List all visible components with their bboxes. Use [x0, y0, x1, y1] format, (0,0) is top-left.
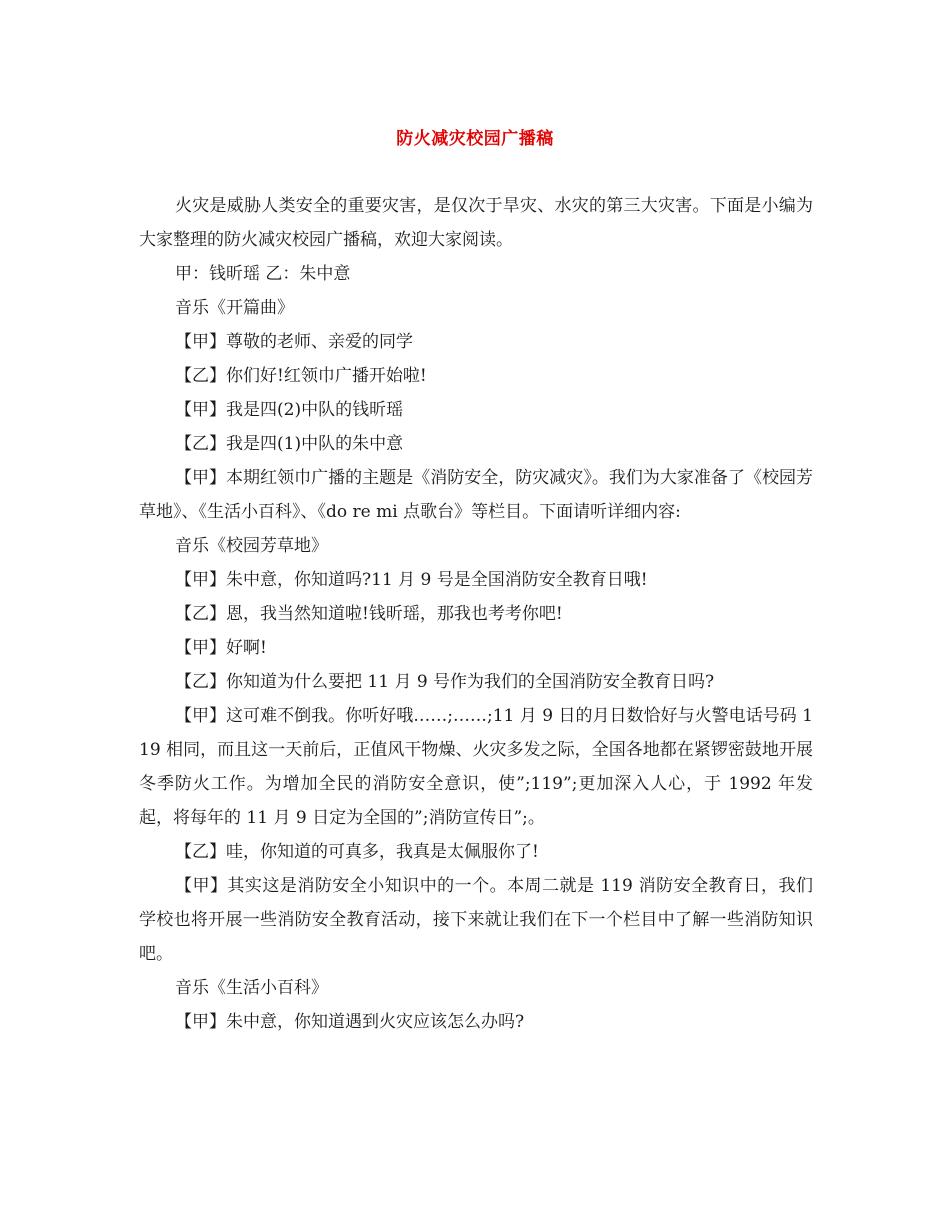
- paragraph-dialogue: 【甲】尊敬的老师、亲爱的同学: [175, 332, 413, 352]
- paragraph-dialogue: 【甲】朱中意，你知道遇到火灾应该怎么办吗?: [175, 1012, 525, 1032]
- paragraph-dialogue: 【甲】本期红领巾广播的主题是《消防安全，防灾减灾》。我们为大家准备了《校园芳草地》、《生活小百科》、《do re mi 点歌台》等栏目。下面请听详细内容:: [139, 468, 813, 522]
- paragraph-dialogue: 【乙】你知道为什么要把 11 月 9 号作为我们的全国消防安全教育日吗?: [175, 672, 715, 692]
- paragraph-intro: 火灾是威胁人类安全的重要灾害，是仅次于旱灾、水灾的第三大灾害。下面是小编为大家整理的防火减灾校园广播稿，欢迎大家阅读。: [139, 196, 813, 250]
- paragraph-dialogue: 【乙】恩，我当然知道啦!钱昕瑶，那我也考考你吧!: [175, 604, 563, 624]
- paragraph-dialogue: 【甲】这可难不倒我。你听好哦……;……;11 月 9 日的月日数恰好与火警电话号码 119 相同，而且这一天前后，正值风干物燥、火灾多发之际，全国各地都在紧锣密鼓地开展冬季防火工作。为增加全民的消防安全意识，使”;119”;更加深入人心，于 1992 年发起，将每年的 11 月 9 日定为全国的”;消防宣传日”;。: [139, 706, 813, 828]
- paragraph-music-section: 音乐《生活小百科》: [175, 978, 328, 998]
- paragraph-music-opening: 音乐《开篇曲》: [175, 298, 294, 318]
- paragraph-music-section: 音乐《校园芳草地》: [175, 536, 328, 556]
- paragraph-dialogue: 【甲】朱中意，你知道吗?11 月 9 号是全国消防安全教育日哦!: [175, 570, 648, 590]
- paragraph-dialogue: 【甲】其实这是消防安全小知识中的一个。本周二就是 119 消防安全教育日，我们学校也将开展一些消防安全教育活动，接下来就让我们在下一个栏目中了解一些消防知识吧。: [139, 876, 813, 964]
- document-body: [139, 189, 813, 1039]
- paragraph-hosts: 甲：钱昕瑶 乙：朱中意: [175, 264, 351, 284]
- paragraph-dialogue: 【甲】我是四(2)中队的钱昕瑶: [175, 400, 404, 420]
- paragraph-dialogue: 【乙】我是四(1)中队的朱中意: [175, 434, 404, 454]
- document-title: 防火减灾校园广播稿: [396, 129, 554, 149]
- paragraph-dialogue: 【乙】你们好!红领巾广播开始啦!: [175, 366, 427, 386]
- paragraph-dialogue: 【甲】好啊!: [175, 638, 267, 658]
- paragraph-dialogue: 【乙】哇，你知道的可真多，我真是太佩服你了!: [175, 842, 539, 862]
